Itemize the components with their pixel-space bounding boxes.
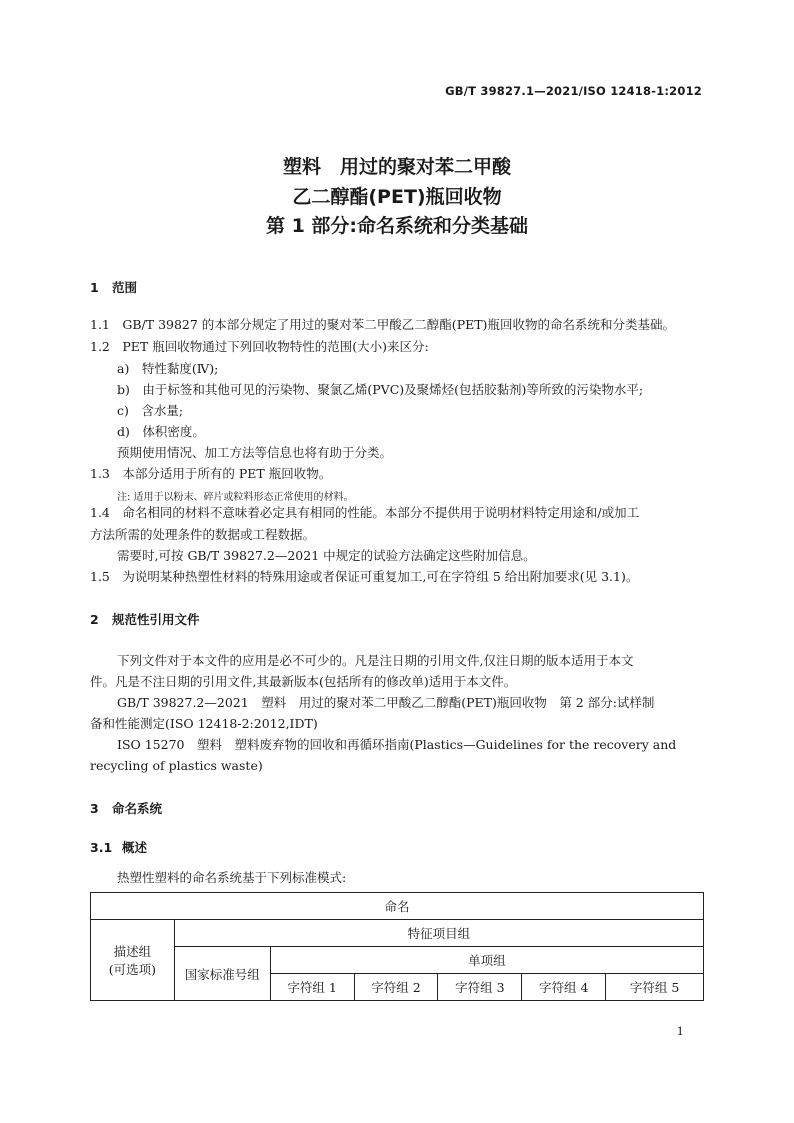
reference-1-line-2: 备和性能测定(ISO 12418-2:2012,IDT) bbox=[90, 716, 318, 731]
description-group-optional: (可选项) bbox=[108, 962, 157, 977]
clause-1-2-tail: 预期使用情况、加工方法等信息也将有助于分类。 bbox=[117, 445, 393, 460]
table-cell-character-group-4: 字符组 4 bbox=[522, 974, 606, 1001]
list-item-b: b) 由于标签和其他可见的污染物、聚氯乙烯(PVC)及聚烯烃(包括胶黏剂)等所致的污染物水平; bbox=[117, 382, 644, 397]
section-3-heading bbox=[90, 799, 162, 817]
table-cell-character-group-1: 字符组 1 bbox=[270, 974, 354, 1001]
reference-2-line-2: recycling of plastics waste) bbox=[90, 758, 263, 773]
table-cell-character-group-2: 字符组 2 bbox=[354, 974, 438, 1001]
standard-number-header: GB/T 39827.1—2021/ISO 12418-1:2012 bbox=[445, 84, 702, 98]
clause-1-1: 1.1 GB/T 39827 的本部分规定了用过的聚对苯二甲酸乙二醇酯(PET)瓶回收物的命名系统和分类基础。 bbox=[90, 317, 675, 332]
subsection-3-1-heading bbox=[90, 838, 147, 856]
clause-1-3: 1.3 本部分适用于所有的 PET 瓶回收物。 bbox=[90, 466, 332, 481]
clause-1-4-line-1: 1.4 命名相同的材料不意味着必定具有相同的性能。本部分不提供用于说明材料特定用途和/或加工 bbox=[90, 505, 640, 520]
list-item-d: d) 体积密度。 bbox=[117, 424, 205, 439]
clause-1-2: 1.2 PET 瓶回收物通过下列回收物特性的范围(大小)来区分: bbox=[90, 339, 429, 354]
reference-1-line-1: GB/T 39827.2—2021 塑料 用过的聚对苯二甲酸乙二醇酯(PET)瓶回收物 第 2 部分:试样制 bbox=[117, 695, 655, 710]
page-number: 1 bbox=[676, 1024, 684, 1038]
section-1-heading bbox=[90, 278, 137, 296]
section-number: 1 bbox=[90, 280, 99, 295]
section-title: 规范性引用文件 bbox=[112, 612, 200, 627]
subsection-title: 概述 bbox=[122, 840, 148, 855]
list-item-a: a) 特性黏度(Ⅳ); bbox=[117, 361, 219, 376]
subsection-number: 3.1 bbox=[90, 840, 113, 855]
table-cell-naming: 命名 bbox=[91, 893, 704, 920]
clause-1-5: 1.5 为说明某种热塑性材料的特殊用途或者保证可重复加工,可在字符组 5 给出附加要求(见 3.1)。 bbox=[90, 569, 639, 584]
section-title: 命名系统 bbox=[112, 801, 163, 816]
reference-2-line-1: ISO 15270 塑料 塑料废弃物的回收和再循环指南(Plastics—Guidelines for the recovery and bbox=[117, 737, 677, 752]
list-item-c: c) 含水量; bbox=[117, 403, 184, 418]
table-cell-character-group-5: 字符组 5 bbox=[606, 974, 704, 1001]
section-title: 范围 bbox=[112, 280, 138, 295]
section-2-heading bbox=[90, 610, 200, 628]
sec2-para-line-2: 件。凡是不注日期的引用文件,其最新版本(包括所有的修改单)适用于本文件。 bbox=[90, 674, 517, 689]
clause-1-4-line-2: 方法所需的处理条件的数据或工程数据。 bbox=[90, 527, 316, 542]
title-line-3: 第 1 部分:命名系统和分类基础 bbox=[265, 215, 529, 237]
table-cell-character-group-3: 字符组 3 bbox=[438, 974, 522, 1001]
table-cell-description-group bbox=[91, 920, 175, 1001]
title-line-2: 乙二醇酯(PET)瓶回收物 bbox=[292, 186, 502, 208]
clause-1-4-line-3: 需要时,可按 GB/T 39827.2—2021 中规定的试验方法确定这些附加信息。 bbox=[117, 548, 536, 563]
section-number: 2 bbox=[90, 612, 99, 627]
table-cell-national-standard-group: 国家标准号组 bbox=[174, 947, 270, 1001]
table-cell-single-item-group: 单项组 bbox=[270, 947, 703, 974]
naming-system-table bbox=[90, 892, 704, 1001]
section-number: 3 bbox=[90, 801, 99, 816]
title-line-1: 塑料 用过的聚对苯二甲酸 bbox=[282, 156, 511, 178]
description-group-label: 描述组 bbox=[113, 944, 152, 959]
sec2-para-line-1: 下列文件对于本文件的应用是必不可少的。凡是注日期的引用文件,仅注日期的版本适用于本文 bbox=[117, 653, 634, 668]
note: 注: 适用于以粉末、碎片或粒料形态正常使用的材料。 bbox=[117, 492, 354, 503]
table-cell-feature-group: 特征项目组 bbox=[174, 920, 703, 947]
sec3-1-para: 热塑性塑料的命名系统基于下列标准模式: bbox=[117, 870, 347, 885]
